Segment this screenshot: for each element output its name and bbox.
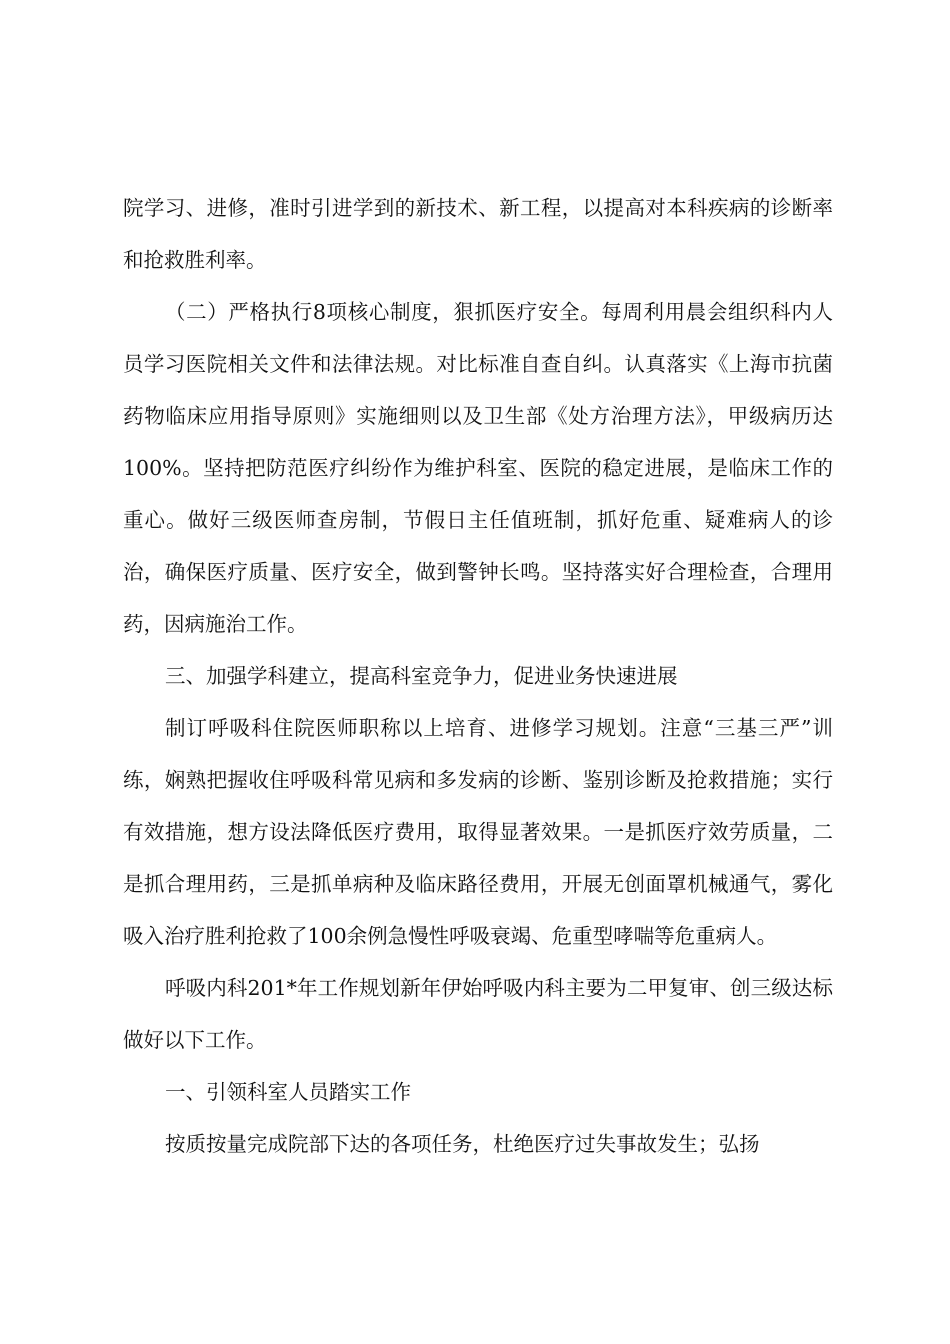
paragraph-continuation: 院学习、进修，准时引进学到的新技术、新工程，以提高对本科疾病的诊断率和抢救胜利率。 [123,196,833,272]
paragraph-core-systems: （二）严格执行8项核心制度，狠抓医疗安全。每周利用晨会组织科内人员学习医院相关文件和法律法规。对比标准自查自纠。认真落实《上海市抗菌药物临床应用指导原则》实施细则以及卫生部《处方治理方法》，甲级病历达100%。坚持把防范医疗纠纷作为维护科室、医院的稳定进展，是临床工作的重心。做好三级医师查房制，节假日主任值班制，抓好危重、疑难病人的诊治，确保医疗质量、医疗安全，做到警钟长鸣。坚持落实好合理检查，合理用药，因病施治工作。 [123,300,833,636]
section-heading-discipline: 三、加强学科建立，提高科室竞争力，促进业务快速进展 [165,664,678,688]
document-body [123,182,833,1170]
paragraph-training-plan: 制订呼吸科住院医师职称以上培育、进修学习规划。注意“三基三严”训练，娴熟把握收住呼吸科常见病和多发病的诊断、鉴别诊断及抢救措施；实行有效措施，想方设法降低医疗费用，取得显著效果。一是抓医疗效劳质量，二是抓合理用药，三是抓单病种及临床路径费用，开展无创面罩机械通气，雾化吸入治疗胜利抢救了100余例急慢性呼吸衰竭、危重型哮喘等危重病人。 [123,716,833,948]
section-heading-lead-staff: 一、引领科室人员踏实工作 [165,1080,411,1104]
paragraph-tasks: 按质按量完成院部下达的各项任务，杜绝医疗过失事故发生；弘扬 [165,1132,760,1156]
paragraph-work-plan-intro: 呼吸内科201*年工作规划新年伊始呼吸内科主要为二甲复审、创三级达标做好以下工作。 [123,976,833,1052]
